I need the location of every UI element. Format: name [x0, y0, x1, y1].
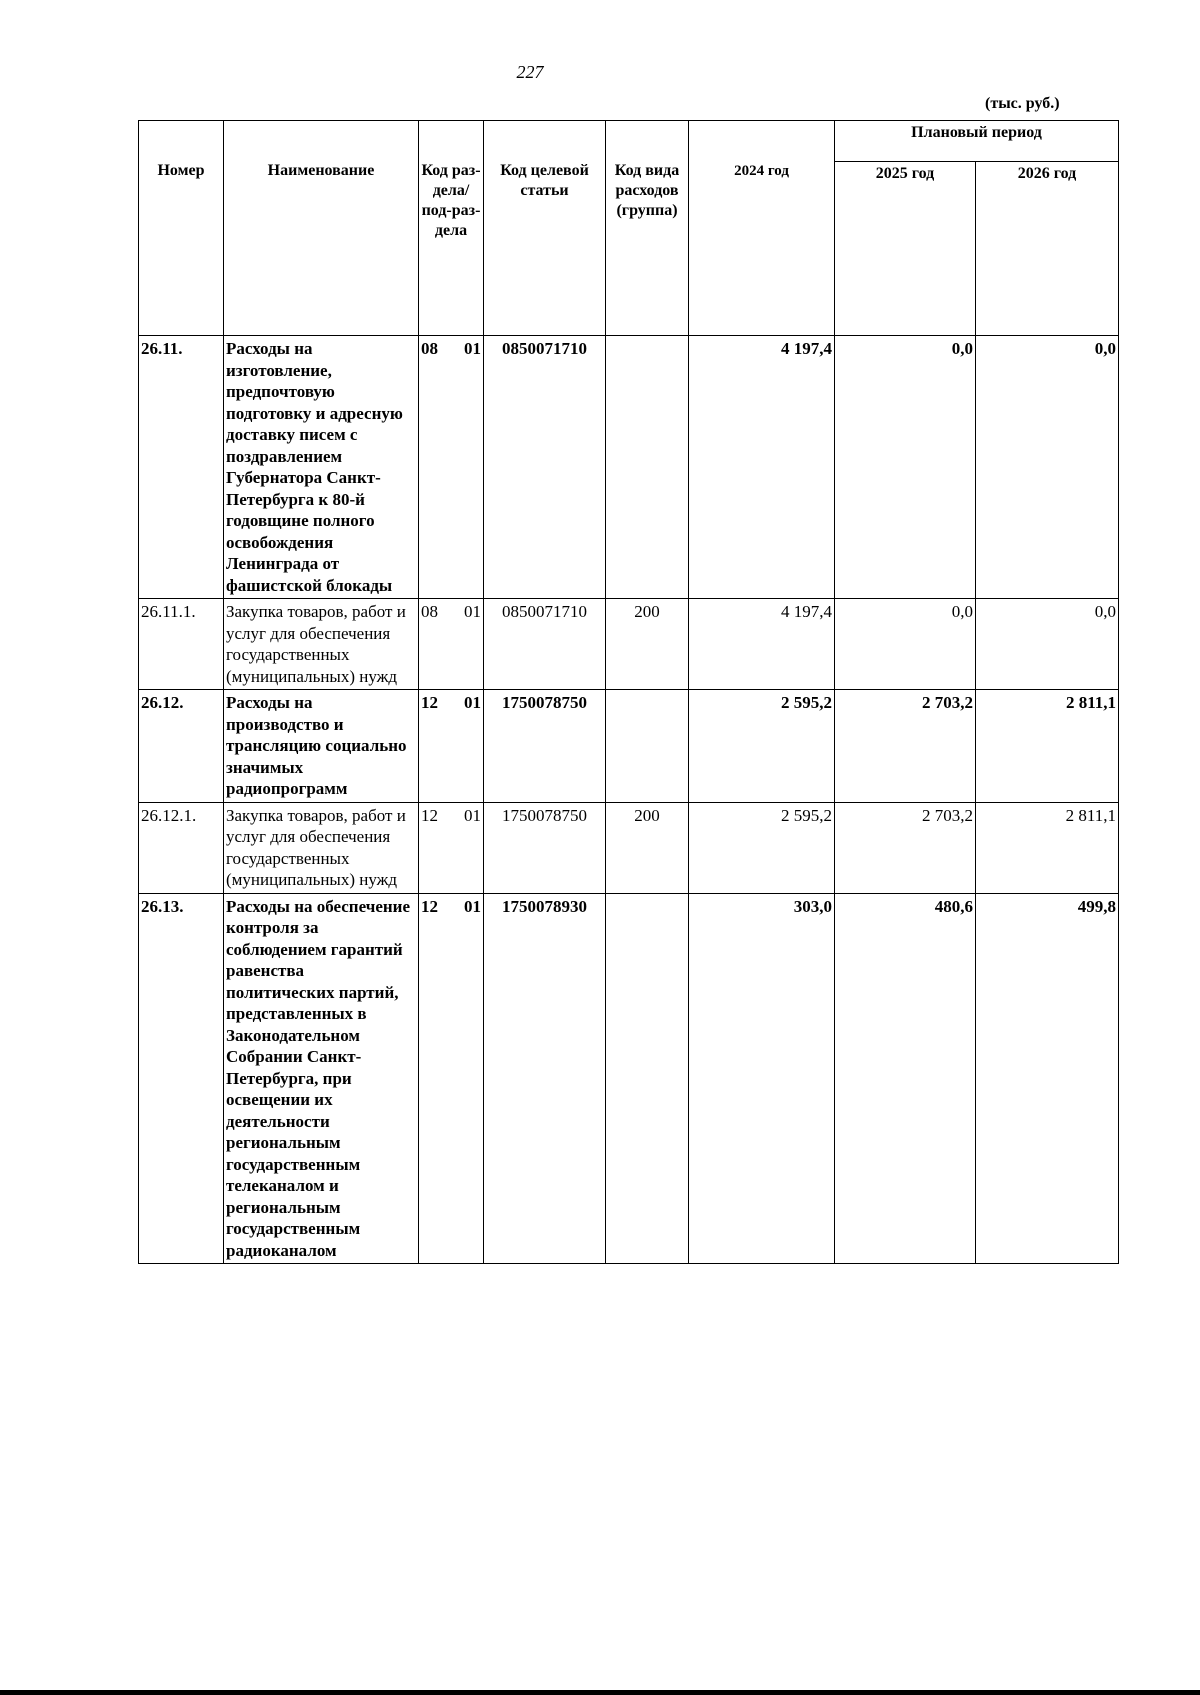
row-name: Расходы на изготовление, предпочтовую подготовку и адресную доставку писем с поздравлением Губернатора Санкт-Петербурга к 80-й годовщине полного освобождения Ленинграда от фашистской блокады: [224, 336, 419, 599]
row-amount-2025: 480,6: [835, 893, 976, 1264]
row-section-code: [419, 336, 484, 599]
row-number: 26.13.: [139, 893, 224, 1264]
header-expense-type: Код вида расходов (группа): [606, 121, 689, 336]
row-amount-2024: 4 197,4: [689, 599, 835, 690]
row-number: 26.12.1.: [139, 802, 224, 893]
header-name: Наименование: [224, 121, 419, 336]
row-amount-2026: 499,8: [976, 893, 1119, 1264]
row-name: Расходы на производство и трансляцию социально значимых радиопрограмм: [224, 690, 419, 803]
row-section-code: [419, 802, 484, 893]
row-target-code: 0850071710: [484, 599, 606, 690]
row-amount-2025: 2 703,2: [835, 690, 976, 803]
row-subsection: 01: [464, 693, 481, 712]
row-number: 26.11.: [139, 336, 224, 599]
budget-table: [138, 120, 1119, 1264]
table-row: [139, 336, 1119, 599]
row-amount-2024: 303,0: [689, 893, 835, 1264]
row-subsection: 01: [464, 805, 481, 825]
row-section-code: [419, 690, 484, 803]
row-expense-type: [606, 893, 689, 1264]
header-year-2026: 2026 год: [976, 162, 1119, 336]
row-section: 08: [421, 602, 438, 621]
header-target-code: Код целевой статьи: [484, 121, 606, 336]
row-expense-type: [606, 690, 689, 803]
row-target-code: 1750078750: [484, 802, 606, 893]
row-subsection: 01: [464, 602, 481, 621]
row-name: Закупка товаров, работ и услуг для обеспечения государственных (муниципальных) нужд: [224, 599, 419, 690]
row-number: 26.12.: [139, 690, 224, 803]
header-number: Номер: [139, 121, 224, 336]
row-name: Закупка товаров, работ и услуг для обеспечения государственных (муниципальных) нужд: [224, 802, 419, 893]
row-amount-2025: 0,0: [835, 599, 976, 690]
page-number: 227: [516, 62, 544, 82]
row-amount-2025: 2 703,2: [835, 802, 976, 893]
row-target-code: 0850071710: [484, 336, 606, 599]
scan-edge-line: [0, 1690, 1200, 1695]
row-amount-2024: 2 595,2: [689, 802, 835, 893]
table-row: [139, 802, 1119, 893]
row-expense-type: 200: [606, 599, 689, 690]
row-amount-2024: 2 595,2: [689, 690, 835, 803]
row-amount-2024: 4 197,4: [689, 336, 835, 599]
row-name: Расходы на обеспечение контроля за соблюдением гарантий равенства политических партий, представленных в Законодательном Собрании Санкт-Петербурга, при освещении их деятельности региональным государственным телеканалом и региональным государственным радиоканалом: [224, 893, 419, 1264]
row-amount-2026: 0,0: [976, 336, 1119, 599]
header-year-2024: 2024 год: [689, 121, 835, 336]
row-section-code: [419, 599, 484, 690]
row-section: 12: [421, 896, 438, 916]
header-section-code: Код раз-дела/ под-раз-дела: [419, 121, 484, 336]
row-expense-type: 200: [606, 802, 689, 893]
row-section: 08: [421, 339, 438, 358]
row-subsection: 01: [464, 339, 481, 358]
row-section: 12: [421, 805, 438, 825]
row-target-code: 1750078750: [484, 690, 606, 803]
table-row: [139, 599, 1119, 690]
row-section-code: [419, 893, 484, 1264]
header-planned-period: Плановый период: [835, 121, 1119, 162]
row-target-code: 1750078930: [484, 893, 606, 1264]
row-section: 12: [421, 693, 438, 712]
header-year-2025: 2025 год: [835, 162, 976, 336]
row-amount-2026: 2 811,1: [976, 690, 1119, 803]
table-row: [139, 893, 1119, 1264]
row-amount-2025: 0,0: [835, 336, 976, 599]
unit-note: (тыс. руб.): [985, 95, 1060, 112]
row-amount-2026: 0,0: [976, 599, 1119, 690]
row-amount-2026: 2 811,1: [976, 802, 1119, 893]
table-row: [139, 690, 1119, 803]
row-subsection: 01: [464, 896, 481, 916]
row-expense-type: [606, 336, 689, 599]
row-number: 26.11.1.: [139, 599, 224, 690]
